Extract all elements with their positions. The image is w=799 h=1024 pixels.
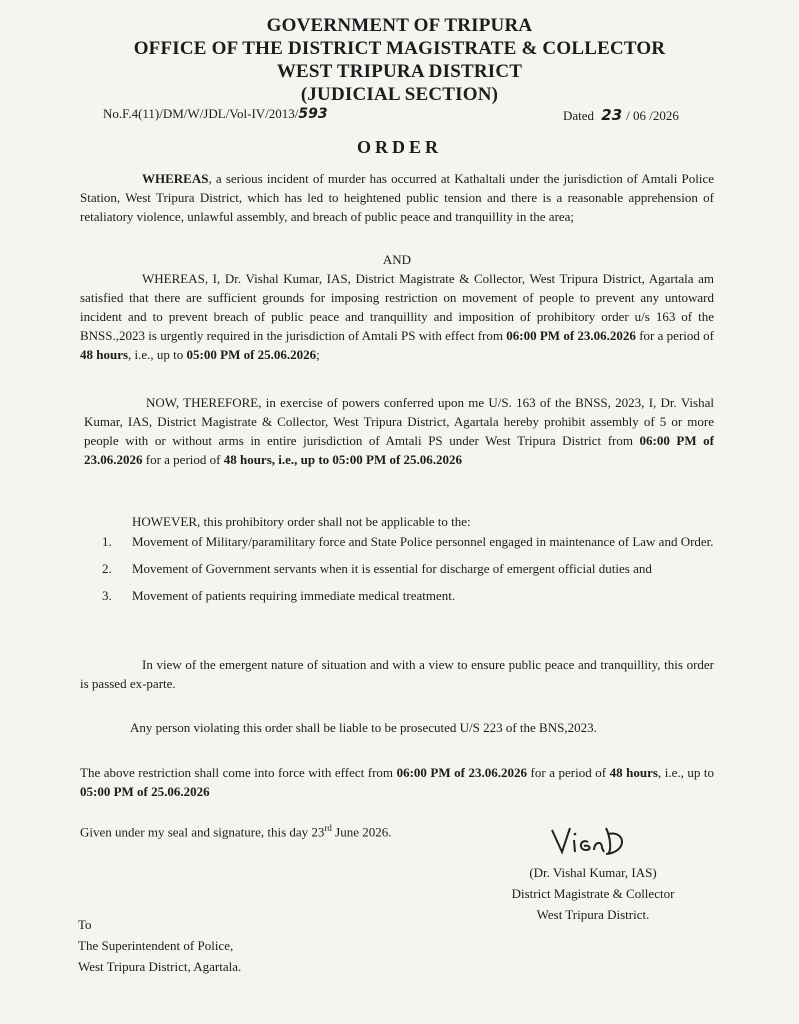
list-item-text: Movement of Military/paramilitary force and State Police personnel engaged in maintenance of Law and Order. xyxy=(132,534,714,549)
now-therefore-text: NOW, THEREFORE, in exercise of powers conferred upon me U/S. 163 of the BNSS, 2023, I, Dr. Vishal Kumar, IAS, District Magistrate & Collector, West Tripura District, Agartala hereby prohibit assembly of 5 or more people with or without arms in entire jurisdiction of Amtali PS under West Tripura District from xyxy=(84,395,714,448)
text-fragment: , i.e., up to xyxy=(657,765,715,780)
signatory-block xyxy=(488,862,698,925)
exemption-list xyxy=(102,532,714,613)
whereas-text-1: , a serious incident of murder has occurred at Kathaltali under the jurisdiction of Amtali Police Station, West Tripura District, which has led to heightened public tension and there is a reasonable apprehension of retaliatory violence, unlawful assembly, and breach of public peace and tranquillity in the area; xyxy=(80,171,714,224)
whereas-text-2: WHEREAS, I, Dr. Vishal Kumar, IAS, District Magistrate & Collector, West Tripura District, Agartala am satisfied that there are sufficient grounds for imposing restriction on movement of people to prevent any untoward incident and to prevent breach of public peace and tranquillity and imposition of prohibitory order u/s 163 of the BNSS.,2023 is urgently required in the jurisdiction of Amtali PS with effect from xyxy=(80,271,714,343)
effective-end: 05:00 PM of 25.06.2026 xyxy=(186,347,317,362)
list-item xyxy=(102,559,714,578)
text-fragment: Given under my seal and signature, this day 23 xyxy=(80,824,325,840)
letterhead-line-government: GOVERNMENT OF TRIPURA xyxy=(266,15,533,36)
whereas-lead: WHEREAS xyxy=(142,171,209,186)
penalty-paragraph: Any person violating this order shall be liable to be prosecuted U/S 223 of the BNS,2023. xyxy=(130,720,597,735)
recipient-line-1: The Superintendent of Police, xyxy=(78,938,234,953)
recipient-block xyxy=(78,914,241,977)
text-fragment: ; xyxy=(316,347,320,362)
list-item xyxy=(102,532,714,551)
letterhead-line-section: (JUDICIAL SECTION) xyxy=(300,84,499,105)
prohibition-duration: 48 hours, i.e., up to 05:00 PM of 25.06.2026 xyxy=(223,452,463,467)
and-separator: AND xyxy=(382,252,412,267)
whereas-paragraph-2 xyxy=(80,269,714,364)
list-item-number: 1. xyxy=(102,534,112,549)
however-clause: HOWEVER, this prohibitory order shall not be applicable to the: xyxy=(132,514,471,529)
signatory-name: (Dr. Vishal Kumar, IAS) xyxy=(529,865,657,880)
enforcement-start: 06:00 PM of 23.06.2026 xyxy=(396,765,528,780)
list-item-number: 2. xyxy=(102,561,112,576)
letterhead-line-district: WEST TRIPURA DISTRICT xyxy=(276,61,523,82)
recipient-line-2: West Tripura District, Agartala. xyxy=(78,959,242,974)
duration: 48 hours xyxy=(80,347,129,362)
list-item-text: Movement of patients requiring immediate medical treatment. xyxy=(132,588,456,603)
text-fragment: rd xyxy=(324,823,332,833)
text-fragment: June 2026. xyxy=(331,824,392,840)
list-item-text: Movement of Government servants when it is essential for discharge of emergent official duties and xyxy=(132,561,652,576)
text-fragment: for a period of xyxy=(142,452,224,467)
now-therefore-paragraph xyxy=(84,393,714,469)
whereas-paragraph-1 xyxy=(80,169,714,226)
signatory-district: West Tripura District. xyxy=(536,907,650,922)
enforcement-duration: 48 hours xyxy=(609,765,658,780)
prohibition-start: 06:00 PM of 23.06.2026 xyxy=(84,433,714,467)
letterhead xyxy=(0,14,799,106)
date-label: Dated xyxy=(563,108,595,123)
reference-handwritten-number: 593 xyxy=(298,106,328,122)
text-fragment: for a period of xyxy=(527,765,610,780)
list-item xyxy=(102,586,714,605)
enforcement-paragraph xyxy=(80,763,714,801)
given-under-seal xyxy=(80,819,520,841)
page-title: ORDER xyxy=(356,137,442,157)
text-fragment: The above restriction shall come into force with effect from xyxy=(80,765,397,780)
signatory-designation: District Magistrate & Collector xyxy=(511,886,675,901)
enforcement-end: 05:00 PM of 25.06.2026 xyxy=(80,784,210,799)
effective-start: 06:00 PM of 23.06.2026 xyxy=(506,328,636,343)
text-fragment: , i.e., up to xyxy=(128,347,187,362)
reference-prefix: No.F.4(11)/DM/W/JDL/Vol-IV/2013/ xyxy=(103,106,299,121)
ex-parte-paragraph: In view of the emergent nature of situation and with a view to ensure public peace and tranquillity, this order is passed ex-parte. xyxy=(80,657,714,691)
text-fragment: for a period of xyxy=(635,328,714,343)
letterhead-line-office: OFFICE OF THE DISTRICT MAGISTRATE & COLLECTOR xyxy=(133,38,666,59)
date-month-year: / 06 /2026 xyxy=(626,108,679,123)
recipient-to-label: To xyxy=(78,917,92,932)
date-handwritten-day: 23 xyxy=(601,106,623,124)
reference-number xyxy=(103,106,328,122)
order-date xyxy=(563,106,679,124)
list-item-number: 3. xyxy=(102,588,112,603)
handwritten-signature xyxy=(548,822,628,860)
